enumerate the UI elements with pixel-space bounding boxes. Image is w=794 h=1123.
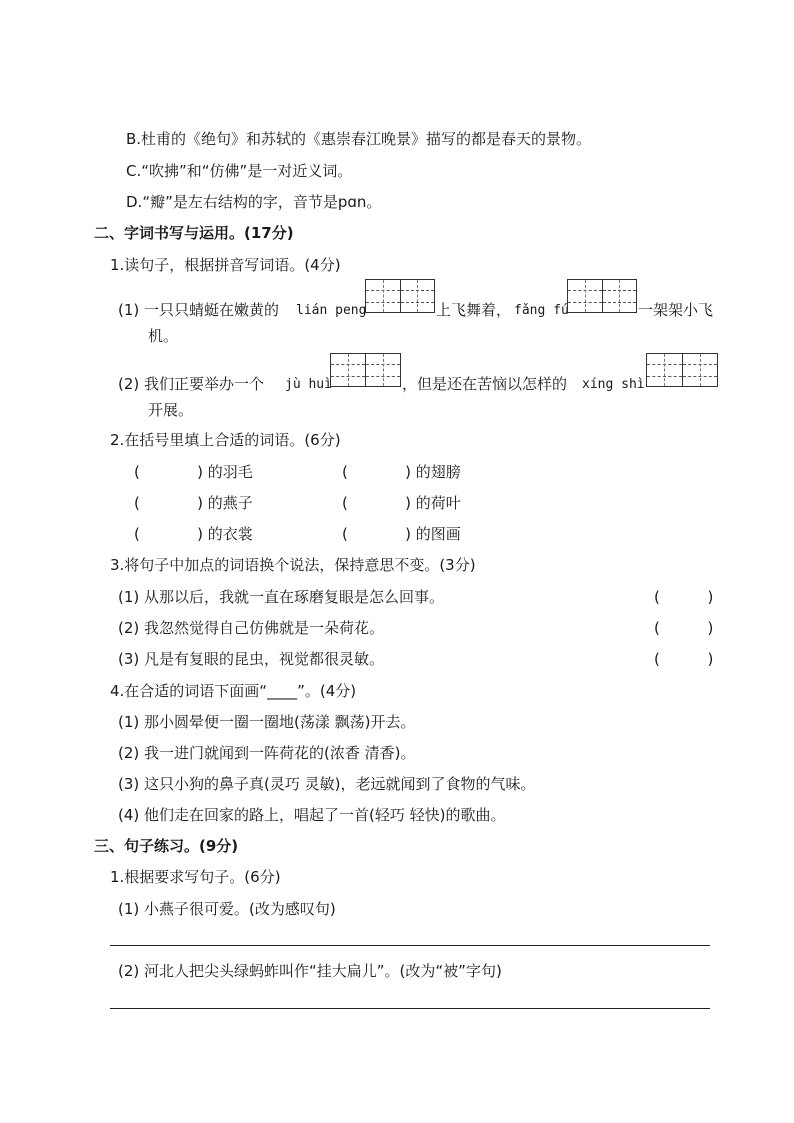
answer-line-2[interactable] <box>110 1008 710 1009</box>
s2-q1-prompt: 1.读句子，根据拼音写词语。(4分) <box>110 256 341 274</box>
pinyin-ju-hui: jù huì <box>285 377 332 392</box>
s2-q2-prompt: 2.在括号里填上合适的词语。(6分) <box>110 431 341 449</box>
s2-q4-item-2: (2) 我一进门就闻到一阵荷花的(浓香 清香)。 <box>118 744 416 762</box>
fill-blank-6[interactable]: ( ) 的图画 <box>342 525 461 543</box>
option-c: C.“吹拂”和“仿佛”是一对近义词。 <box>126 162 353 180</box>
answer-paren-1[interactable]: ( ) <box>654 588 714 606</box>
s2-q1-s2-part-c: 开展。 <box>148 401 194 419</box>
fill-blank-5[interactable]: ( ) 的衣裳 <box>134 525 253 543</box>
answer-paren-2[interactable]: ( ) <box>654 619 714 637</box>
s2-q1-s1-part-c: 一架架小飞 <box>638 301 714 319</box>
s2-q4-item-4: (4) 他们走在回家的路上，唱起了一首(轻巧 轻快)的歌曲。 <box>118 806 506 824</box>
s2-q1-s1-part-b: 上飞舞着， <box>436 301 512 319</box>
writing-grid-4[interactable] <box>646 353 718 387</box>
pinyin-fang-fu: fǎng fú <box>514 303 569 318</box>
s2-q3-item-1: (1) 从那以后，我就一直在琢磨复眼是怎么回事。 <box>118 588 445 606</box>
option-d: D.“瓣”是左右结构的字，音节是pɑn。 <box>126 193 382 211</box>
s2-q1-s1-part-d: 机。 <box>148 327 179 345</box>
fill-blank-3[interactable]: ( ) 的燕子 <box>134 494 253 512</box>
s2-q3-item-3: (3) 凡是有复眼的昆虫，视觉都很灵敏。 <box>118 650 385 668</box>
fill-blank-1[interactable]: ( ) 的羽毛 <box>134 463 253 481</box>
section-2-title: 二、字词书写与运用。(17分) <box>94 224 294 242</box>
s2-q4-prompt: 4.在合适的词语下面画“____”。(4分) <box>110 682 357 700</box>
answer-line-1[interactable] <box>110 945 710 946</box>
answer-paren-3[interactable]: ( ) <box>654 650 714 668</box>
pinyin-xing-shi: xíng shì <box>582 377 645 392</box>
writing-grid-1[interactable] <box>365 279 435 313</box>
s2-q4-item-3: (3) 这只小狗的鼻子真(灵巧 灵敏)，老远就闻到了食物的气味。 <box>118 775 536 793</box>
fill-blank-4[interactable]: ( ) 的荷叶 <box>342 494 461 512</box>
s3-q1-prompt: 1.根据要求写句子。(6分) <box>110 868 281 886</box>
s2-q3-prompt: 3.将句子中加点的词语换个说法，保持意思不变。(3分) <box>110 556 476 574</box>
option-b: B.杜甫的《绝句》和苏轼的《惠崇春江晚景》描写的都是春天的景物。 <box>126 130 592 148</box>
writing-grid-3[interactable] <box>330 353 401 387</box>
s2-q4-item-1: (1) 那小圆晕便一圈一圈地(荡漾 飘荡)开去。 <box>118 713 416 731</box>
pinyin-lian-peng: lián peng <box>296 303 367 318</box>
writing-grid-2[interactable] <box>567 279 637 313</box>
fill-blank-2[interactable]: ( ) 的翅膀 <box>342 463 461 481</box>
s2-q1-s2-part-a: (2) 我们正要举办一个 <box>118 375 265 393</box>
s3-q1-item-1: (1) 小燕子很可爱。(改为感叹句) <box>118 900 336 918</box>
section-3-title: 三、句子练习。(9分) <box>94 837 239 855</box>
s2-q1-s1-part-a: (1) 一只只蜻蜓在嫩黄的 <box>118 301 280 319</box>
s3-q1-item-2: (2) 河北人把尖头绿蚂蚱叫作“挂大扁儿”。(改为“被”字句) <box>118 962 502 980</box>
s2-q3-item-2: (2) 我忽然觉得自己仿佛就是一朵荷花。 <box>118 619 385 637</box>
s2-q1-s2-part-b: ，但是还在苦恼以怎样的 <box>402 375 568 393</box>
